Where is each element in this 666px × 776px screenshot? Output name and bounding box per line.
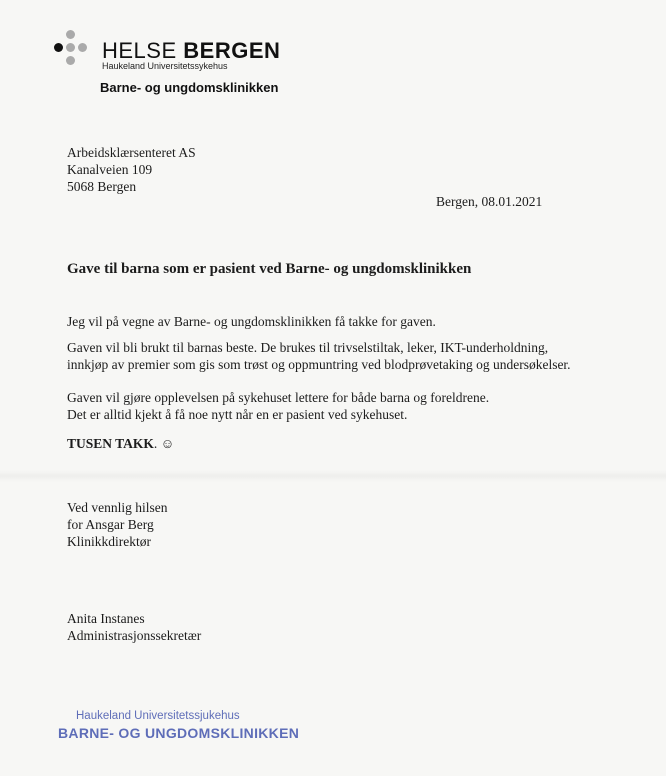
paragraph-3 xyxy=(67,389,489,423)
letter-subject: Gave til barna som er pasient ved Barne- og ungdomsklinikken xyxy=(67,261,472,277)
secretary-title: Administrasjonssekretær xyxy=(67,628,202,643)
recipient-line: 5068 Bergen xyxy=(67,179,137,194)
closing-line: for Ansgar Berg xyxy=(67,517,154,532)
logo-wordmark: HELSE BERGEN xyxy=(102,38,281,63)
logo-dot-left xyxy=(54,43,63,52)
paragraph-line: Det er alltid kjekt å få noe nytt når en er pasient ved sykehuset. xyxy=(67,407,408,422)
closing-line: Klinikkdirektør xyxy=(67,534,151,549)
logo-subtitle: Haukeland Universitetssykehus xyxy=(102,61,228,71)
stamp-line-1: Haukeland Universitetssjukehus xyxy=(76,710,240,722)
thanks-text: TUSEN TAKK xyxy=(67,436,154,451)
helse-bergen-logo xyxy=(54,30,304,76)
paragraph-line: Gaven vil gjøre opplevelsen på sykehuset lettere for både barna og foreldrene. xyxy=(67,390,490,405)
recipient-line: Kanalveien 109 xyxy=(67,162,153,177)
recipient-line: Arbeidsklærsenteret AS xyxy=(67,145,196,160)
clinic-stamp xyxy=(58,708,300,748)
logo-dot-top xyxy=(66,30,75,39)
paper-fold xyxy=(0,470,666,482)
paragraph-line: innkjøp av premier som gis som trøst og oppmuntring ved blodprøvetaking og undersøkelser. xyxy=(67,357,571,372)
paragraph-line: Jeg vil på vegne av Barne- og ungdomsklinikken få takke for gaven. xyxy=(67,314,436,329)
closing-line: Ved vennlig hilsen xyxy=(67,500,168,515)
smiley-suffix: . ☺ xyxy=(153,436,175,451)
letter-date: Bergen, 08.01.2021 xyxy=(436,194,543,209)
stamp-line-2: BARNE- OG UNGDOMSKLINIKKEN xyxy=(58,725,300,741)
secretary-name: Anita Instanes xyxy=(67,611,145,626)
logo-dot-right xyxy=(78,43,87,52)
paragraph-2 xyxy=(67,339,571,373)
paragraph-1 xyxy=(67,313,436,330)
clinic-name: Barne- og ungdomsklinikken xyxy=(100,80,279,95)
thanks-line xyxy=(67,436,174,452)
closing-block xyxy=(67,499,168,550)
logo-dot-center xyxy=(66,43,75,52)
logo-dot-bottom xyxy=(66,56,75,65)
secretary-block xyxy=(67,610,201,644)
recipient-address xyxy=(67,144,196,195)
paragraph-line: Gaven vil bli brukt til barnas beste. De brukes til trivselstiltak, leker, IKT-underholdning, xyxy=(67,340,549,355)
